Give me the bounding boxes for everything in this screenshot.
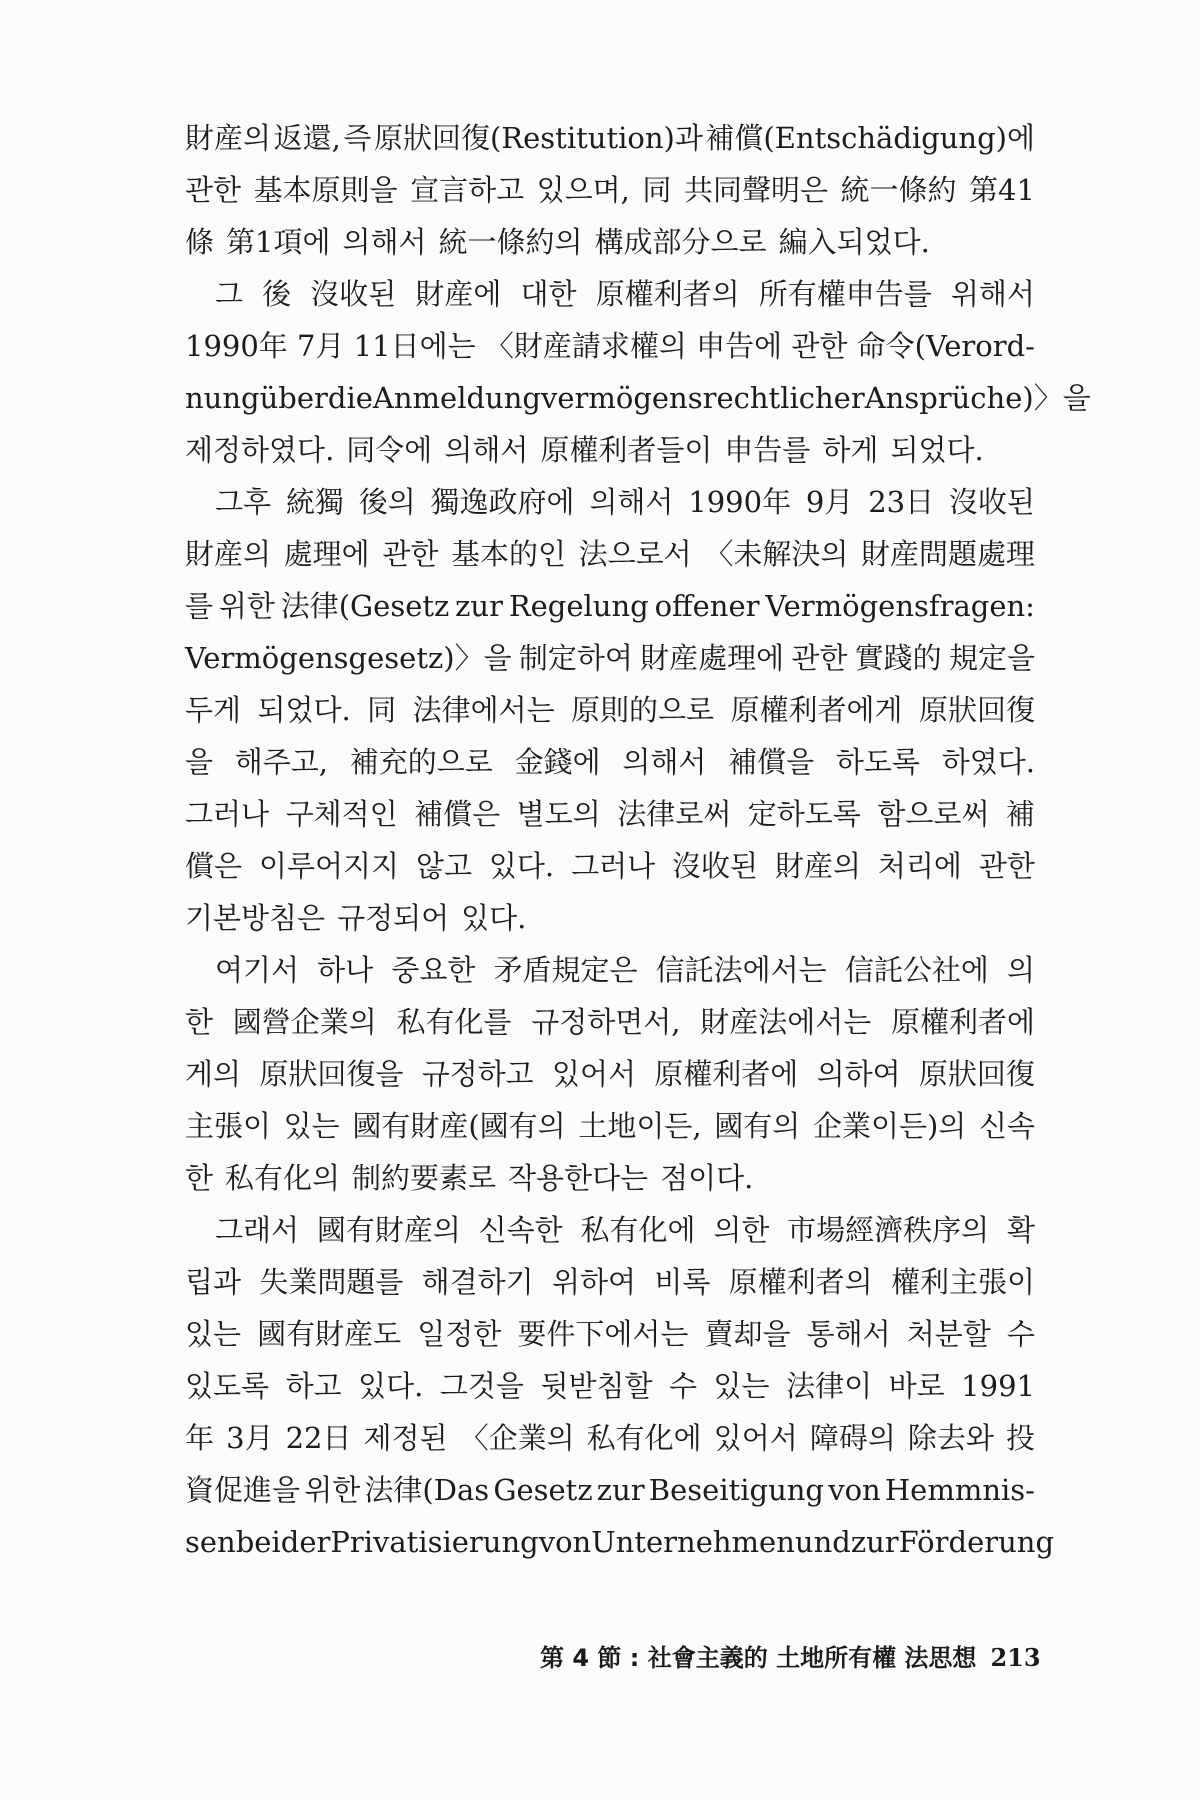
word: 하도록 [835, 745, 920, 779]
word: 비록 [654, 1265, 711, 1299]
word: 있는 [185, 1317, 242, 1351]
word: 신속 [978, 1109, 1035, 1143]
word: 통해서 [806, 1317, 891, 1351]
word: 규정하면서, [531, 1005, 681, 1039]
word: 의한 [713, 1213, 770, 1247]
word: 있다. [488, 849, 555, 883]
word: 이루어지지 [258, 849, 400, 883]
word: 별도의 [516, 797, 601, 831]
word: 同 [367, 693, 397, 727]
word: 의 [1006, 953, 1035, 987]
word: 수 [1006, 1317, 1035, 1351]
word: 있어서 [551, 1057, 636, 1091]
word: 實踐的 [854, 641, 942, 675]
word: 않고 [415, 849, 472, 883]
word: 共同聲明은 [683, 173, 828, 207]
text-line [185, 528, 1035, 580]
word: 점이다. [660, 1161, 754, 1195]
text-line [185, 684, 1035, 736]
word: Hemmnis- [884, 1473, 1035, 1507]
word: 原狀回復(Restitution)과 [373, 121, 703, 155]
text-line [185, 476, 1035, 528]
word: 있으며, [536, 173, 630, 207]
word: 原權利者들이 [540, 433, 713, 467]
word: 수 [669, 1369, 698, 1403]
word: 補 [1005, 797, 1035, 831]
word: 處理에 [283, 537, 370, 571]
text-line [185, 1152, 1035, 1204]
word: 制約要素로 [352, 1161, 497, 1195]
word: 위한 [304, 1473, 361, 1507]
text-line [185, 1360, 1035, 1412]
word: von [538, 1525, 592, 1559]
text-line [185, 320, 1035, 372]
word: 沒收된 [310, 277, 397, 311]
text-line [185, 840, 1035, 892]
word: 沒收된 [948, 485, 1035, 519]
word: 要件下에서는 [517, 1317, 689, 1351]
page-number: 213 [990, 1643, 1041, 1672]
word: 國有의 [714, 1109, 801, 1143]
word: 1990年 [688, 485, 792, 519]
text-line [185, 1464, 1035, 1516]
word: 을 [185, 745, 214, 779]
word: 하나 [317, 953, 374, 987]
word: 第1項에 [226, 225, 331, 259]
word: 제정된 [363, 1421, 448, 1455]
word: nung [185, 381, 260, 415]
word: Regelung [508, 589, 649, 623]
word: 일정한 [417, 1317, 502, 1351]
word: 失業問題를 [259, 1265, 404, 1299]
word: 後 [262, 277, 292, 311]
word: 獨逸政府에 [430, 485, 575, 519]
word: von [828, 1473, 881, 1507]
word: 중요한 [391, 953, 476, 987]
word: 있다. [461, 901, 527, 935]
word: 原權利者의 [728, 1265, 873, 1299]
word: 관한 [791, 329, 848, 363]
word: 위한 [218, 589, 275, 623]
word: 第41 [969, 173, 1035, 207]
word: 해결하기 [421, 1265, 534, 1299]
word: 法律에서는 [412, 693, 555, 727]
word: 命令(Verord- [856, 329, 1035, 363]
text-line [185, 1412, 1035, 1464]
word: 있도록 [185, 1369, 270, 1403]
word: 를 [185, 589, 214, 623]
word: und [794, 1525, 851, 1559]
word: 編入되었다. [778, 225, 930, 259]
text-line [185, 892, 1035, 944]
word: 1991 [961, 1369, 1035, 1403]
word: 國營企業의 [232, 1005, 377, 1039]
word: 신속한 [478, 1213, 563, 1247]
word: 9月 [805, 485, 854, 519]
word: 23日 [868, 485, 935, 519]
word: 原狀回復 [918, 1057, 1035, 1091]
word: Förderung [898, 1525, 1055, 1559]
body-text [185, 112, 1091, 1568]
text-line [185, 268, 1035, 320]
word: 法으로서 [578, 537, 692, 571]
word: 두게 [185, 693, 242, 727]
word: 財産에 [415, 277, 502, 311]
word: Unternehmen [591, 1525, 795, 1559]
text-line [185, 164, 1035, 216]
word: 바로 [888, 1369, 945, 1403]
word: 관한 [185, 173, 242, 207]
word: 작용한다는 [508, 1161, 649, 1195]
word: die [327, 381, 373, 415]
word: 하고 [285, 1369, 342, 1403]
word: 基本的인 [450, 537, 566, 571]
word: offener [654, 589, 760, 623]
word: bei [235, 1525, 281, 1559]
word: 私有化에 [586, 1421, 702, 1455]
word: 하였다. [941, 745, 1035, 779]
word: 法律(Das [364, 1473, 490, 1507]
word: 그러나 [185, 797, 270, 831]
word: 관한 [382, 537, 439, 571]
word: 企業이든)의 [812, 1109, 967, 1143]
word: 확 [1006, 1213, 1035, 1247]
text-line [185, 216, 1035, 268]
word: 原狀回復을 [259, 1057, 404, 1091]
word: 信託法에서는 [655, 953, 827, 987]
word: 1990年 [185, 329, 288, 363]
word: 의하여 [816, 1057, 901, 1091]
word: 規定을 [948, 641, 1035, 675]
word: 여기서 [215, 953, 300, 987]
word: der [280, 1525, 331, 1559]
word: Vermögensfragen: [765, 589, 1035, 623]
word: 償은 [185, 849, 243, 883]
word: zur [596, 1473, 645, 1507]
word: 私有化의 [225, 1161, 341, 1195]
word: 原權利者에 [890, 1005, 1035, 1039]
word: 하게 [822, 433, 879, 467]
word: 그러나 [571, 849, 656, 883]
word: 財産法에서는 [700, 1005, 872, 1039]
word: 申告에 [696, 329, 783, 363]
word: 市場經濟秩序의 [787, 1213, 990, 1247]
word: 위해서 [950, 277, 1035, 311]
word: 同令에 [346, 433, 433, 467]
word: 原權利者에게 [730, 693, 903, 727]
word: 補償을 [728, 745, 815, 779]
word: 除去와 [907, 1421, 994, 1455]
running-footer [540, 1638, 1041, 1673]
text-line [185, 632, 1035, 684]
word: Ansprüche)〉을 [864, 381, 1091, 415]
word: Anmeldung [372, 381, 541, 415]
word: 해주고, [234, 745, 329, 779]
word: 原狀回復 [918, 693, 1035, 727]
word: 原權利者에 [654, 1057, 799, 1091]
text-line [185, 1204, 1035, 1256]
word: 함으로써 [877, 797, 990, 831]
word: 統一條約 [840, 173, 957, 207]
word: 관한 [978, 849, 1035, 883]
word: 의해서 [589, 485, 674, 519]
word: 私有化를 [396, 1005, 512, 1039]
word: 되었다. [257, 693, 351, 727]
word: sen [185, 1525, 236, 1559]
word: 규정되어 [337, 901, 450, 935]
word: 私有化에 [580, 1213, 696, 1247]
word: 〈未解決의 [704, 537, 849, 571]
text-line [185, 372, 1091, 424]
word: 投 [1005, 1421, 1035, 1455]
text-line [185, 996, 1035, 1048]
word: 11日에는 [353, 329, 476, 363]
text-line [185, 1516, 1055, 1568]
word: 原則的으로 [571, 693, 715, 727]
word: 있다. [358, 1369, 424, 1403]
word: 관한 [791, 641, 848, 675]
word: 〈財産請求權의 [484, 329, 687, 363]
word: zur [850, 1525, 899, 1559]
word: 한 [185, 1005, 214, 1039]
word: 矛盾規定은 [493, 953, 638, 987]
section-title: 第 4 節 : 社會主義的 土地所有權 法思想 [540, 1644, 977, 1672]
word: 條 [185, 225, 215, 259]
word: 의해서 [444, 433, 529, 467]
word: 申告를 [724, 433, 811, 467]
word: 그것을 [439, 1369, 524, 1403]
word: 賣却을 [704, 1317, 791, 1351]
word: 後의 [358, 485, 416, 519]
word: 沒收된 [672, 849, 759, 883]
word: 所有權申告를 [758, 277, 932, 311]
word: 法律(Gesetz [280, 589, 450, 623]
word: Beseitigung [648, 1473, 825, 1507]
word: 7月 [297, 329, 345, 363]
word: 返還, [273, 121, 341, 155]
word: über [259, 381, 328, 415]
word: 構成部分으로 [594, 225, 767, 259]
word: 처분할 [906, 1317, 991, 1351]
word: 統一條約의 [438, 225, 583, 259]
word: 原權利者의 [595, 277, 740, 311]
word: 제정하였다. [185, 433, 335, 467]
word: 그후 [215, 485, 272, 519]
word: 되었다. [890, 433, 984, 467]
word: 統獨 [285, 485, 344, 519]
word: 補償(Entschädigung)에 [705, 121, 1035, 155]
word: 補償은 [414, 797, 501, 831]
word: 財産處理에 [640, 641, 785, 675]
word: 즉 [343, 121, 372, 155]
word: 게의 [185, 1057, 242, 1091]
word: 宣言하고 [410, 173, 525, 207]
word: 립과 [185, 1265, 242, 1299]
word: 年 [185, 1421, 215, 1455]
word: 定하도록 [747, 797, 861, 831]
word: 기본방침은 [185, 901, 326, 935]
word: 國有財産(國有의 [352, 1109, 566, 1143]
word: 3月 [226, 1421, 274, 1455]
text-line [185, 580, 1035, 632]
word: 22日 [285, 1421, 352, 1455]
word: 처리에 [877, 849, 962, 883]
word: 財産의 [774, 849, 861, 883]
word: 구체적인 [285, 797, 398, 831]
word: 制定하여 [518, 641, 633, 675]
word: Privatisierung [330, 1525, 539, 1559]
word: 의해서 [622, 745, 707, 779]
word: 그래서 [215, 1213, 300, 1247]
word: 國有財産의 [316, 1213, 461, 1247]
word: Vermögensgesetz)〉을 [185, 641, 512, 675]
word: 基本原則을 [253, 173, 398, 207]
word: 대한 [520, 277, 577, 311]
word: 權利主張이 [890, 1265, 1035, 1299]
word: 同 [642, 173, 672, 207]
word: 金錢에 [514, 745, 601, 779]
word: 그 [215, 277, 244, 311]
word: 法律이 [786, 1369, 873, 1403]
word: 財産의 [185, 121, 272, 155]
word: 資促進을 [185, 1473, 301, 1507]
word: 위하여 [552, 1265, 637, 1299]
word: 한 [185, 1161, 214, 1195]
text-line [185, 424, 1035, 476]
word: 主張이 [185, 1109, 272, 1143]
word: 信託公社에 [844, 953, 989, 987]
word: Gesetz [493, 1473, 593, 1507]
text-line [185, 944, 1035, 996]
word: 障碍의 [809, 1421, 896, 1455]
word: 財産의 [185, 537, 272, 571]
word: 國有財産도 [257, 1317, 402, 1351]
word: 土地이든, [578, 1109, 702, 1143]
word: 있는 [283, 1109, 340, 1143]
text-line [185, 1256, 1035, 1308]
word: zur [455, 589, 503, 623]
word: 뒷받침할 [540, 1369, 653, 1403]
text-line [185, 736, 1035, 788]
word: vermögensrechtlicher [540, 381, 865, 415]
word: 〈企業의 [459, 1421, 575, 1455]
text-line [185, 1048, 1035, 1100]
text-line [185, 112, 1035, 164]
word: 있는 [713, 1369, 770, 1403]
word: 法律로써 [617, 797, 732, 831]
word: 財産問題處理 [860, 537, 1035, 571]
word: 補充的으로 [349, 745, 493, 779]
text-line [185, 1308, 1035, 1360]
text-line [185, 788, 1035, 840]
word: 있어서 [713, 1421, 798, 1455]
text-line [185, 1100, 1035, 1152]
word: 의해서 [342, 225, 427, 259]
word: 규정하고 [421, 1057, 534, 1091]
